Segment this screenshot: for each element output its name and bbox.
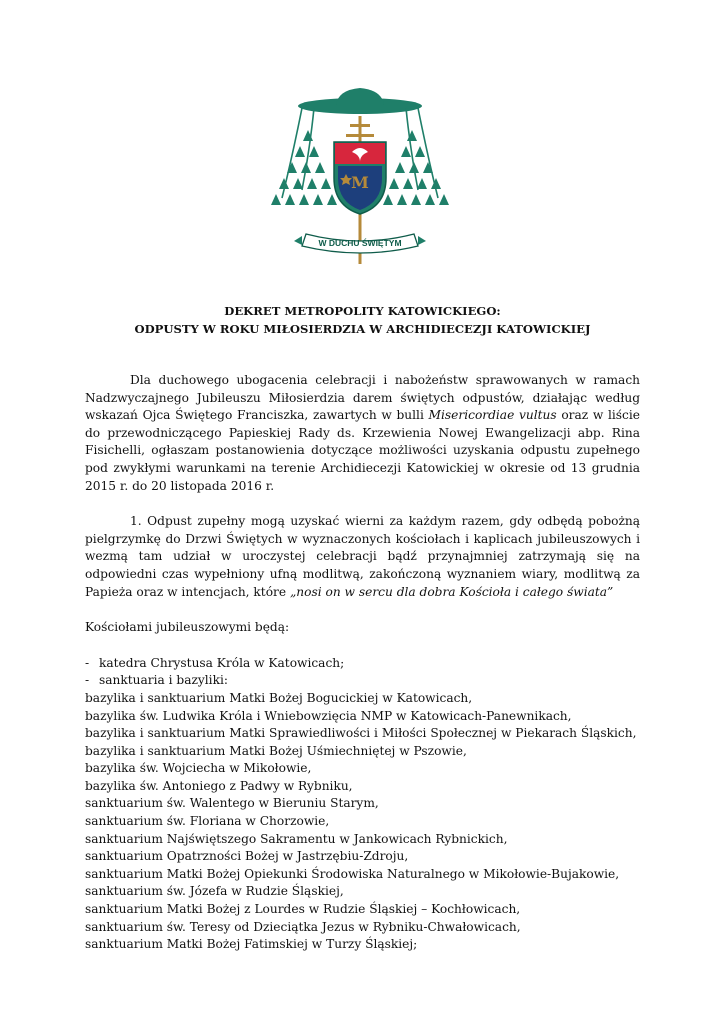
category-sanctuaries — [85, 672, 640, 690]
list-item: sanktuarium św. Walentego w Bieruniu Starym, — [85, 796, 379, 811]
list-item: sanktuarium Matki Bożej z Lourdes w Rudzie Śląskiej – Kochłowicach, — [85, 902, 521, 917]
category-label: katedra Chrystusa Króla w Katowicach; — [99, 655, 345, 670]
list-dash: - — [85, 673, 90, 688]
right-tassels-icon — [383, 130, 449, 205]
intro-text-2: oraz w liście do przewodniczącego Papieskiej Rady ds. Krzewienia Nowej Ewangelizacji abp. Rina Fisichelli, ogłaszam postanowienia dotyczące możliwości uzyskania odpustu zupełnego pod zwykłymi warunkami na terenie Archidiecezji Katowickiej w okresie od 13 grudnia 2015 r. do 20 listopada 2016 r. — [85, 408, 640, 493]
motto-text: W DUCHU ŚWIĘTYM — [318, 238, 402, 248]
decree-title — [60, 302, 665, 338]
list-item: sanktuarium św. Floriana w Chorzowie, — [85, 814, 330, 829]
list-item: sanktuarium Matki Bożej Opiekunki Środowiska Naturalnego w Mikołowie-Bujakowie, — [85, 866, 620, 881]
list-item: sanktuarium św. Teresy od Dzieciątka Jezus w Rybniku-Chwałowicach, — [85, 919, 521, 934]
list-item: bazylika i sanktuarium Matki Bożej Uśmiechniętej w Pszowie, — [85, 743, 467, 758]
list-item: bazylika i sanktuarium Matki Sprawiedliwości i Miłości Społecznej w Piekarach Śląskich, — [85, 726, 637, 741]
list-dash: - — [85, 655, 90, 670]
point-1-paragraph — [85, 513, 640, 601]
shield-letter: M — [351, 173, 369, 192]
list-item: bazylika św. Wojciecha w Mikołowie, — [85, 761, 312, 776]
intro-text-1: Dla duchowego ubogacenia celebracji i nabożeństw sprawowanych w ramach Nadzwyczajnego Jubileuszu Miłosierdzia darem świętych odpustów, działając według wskazań Ojca Świętego Franciszka, zawartych w bulli — [85, 373, 640, 423]
left-tassels-icon — [271, 130, 337, 205]
bull-title: Misericordiae vultus — [428, 408, 557, 423]
point-1-quote: „nosi on w sercu dla dobra Kościoła i całego świata” — [289, 584, 614, 599]
places-list — [85, 690, 640, 954]
title-line-2: ODPUSTY W ROKU MIŁOSIERDZIA W ARCHIDIECEZJI KATOWICKIEJ — [134, 322, 591, 336]
list-item: bazylika i sanktuarium Matki Bożej Bogucickiej w Katowicach, — [85, 690, 473, 705]
list-item: sanktuarium św. Józefa w Rudzie Śląskiej, — [85, 884, 344, 899]
list-item: sanktuarium Opatrzności Bożej w Jastrzębiu-Zdroju, — [85, 849, 409, 864]
list-item: sanktuarium Najświętszego Sakramentu w Jankowicach Rybnickich, — [85, 831, 508, 846]
churches-heading: Kościołami jubileuszowymi będą: — [85, 620, 290, 635]
category-label: sanktuaria i bazyliki: — [99, 673, 228, 688]
point-1-text: 1. Odpust zupełny mogą uzyskać wierni za każdym razem, gdy odbędą pobożną pielgrzymkę do Drzwi Świętych w wyznaczonych kościołach i kaplicach jubileuszowych i wezmą tam udział w uroczystej celebracji bądź przynajmniej zatrzymają się na odpowiedni czas wypełniony ufną modlitwą, zakończoną wyznaniem wiary, modlitwą za Papieża oraz w intencjach, które — [85, 514, 640, 599]
galero-hat-icon — [298, 88, 422, 114]
decree-body — [85, 372, 640, 954]
title-line-1: DEKRET METROPOLITY KATOWICKIEGO: — [224, 304, 501, 318]
shield-icon — [334, 142, 386, 214]
list-item: bazylika św. Antoniego z Padwy w Rybniku, — [85, 778, 353, 793]
intro-paragraph — [85, 372, 640, 495]
category-cathedral — [85, 655, 640, 673]
coat-of-arms-emblem — [262, 78, 458, 270]
list-item: sanktuarium Matki Bożej Fatimskiej w Turzy Śląskiej; — [85, 937, 418, 952]
list-item: bazylika św. Ludwika Króla i Wniebowzięcia NMP w Katowicach-Panewnikach, — [85, 708, 572, 723]
